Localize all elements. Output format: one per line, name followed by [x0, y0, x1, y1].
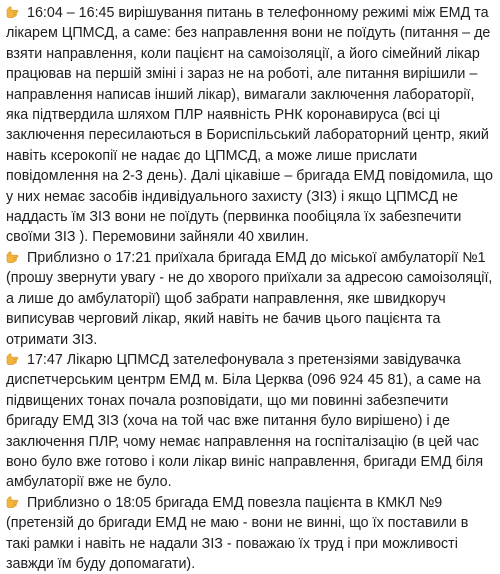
post-paragraph-1: [6, 3, 496, 248]
paragraph-text: 16:04 – 16:45 вирішування питань в телефонному режимі між ЕМД та лікарем ЦПМСД, а саме: без направлення вони не поїдуть (питання – де взяти направлення, коли пацієнт на самоізоляції, а його сімейний лікар працював на першій зміні і зараз не на роботі, але питання вирішили – направлення написав інший лікар), вимагали заключення лабораторії, яка підтвердила шляхом ПЛР наявність РНК коронавируса (всі ці заключення пересилаються в Бориспільський лабораторний центр, який навіть ксерокопії не надає до ЦПМСД, а може лише прислати повідомлення на 2-3 день). Далі цікавіше – бригада ЕМД повідомила, що у них немає засобів індивідуального захисту (ЗІЗ) і якщо ЦПМСД не наддасть їм ЗІЗ вони не поїдуть (первинка пообіцяла їх забезпечити своїми ЗІЗ ). Перемовини зайняли 40 хвилин.: [6, 5, 493, 246]
paragraph-text: Приблизно о 18:05 бригада ЕМД повезла пацієнта в КМКЛ №9 (претензій до бригади ЕМД не маю - вони не винні, що їх поставили в такі рамки і навіть не надали ЗІЗ - поважаю їх труд і при можливості завжди їм буду допомагати).: [6, 494, 469, 572]
backhand-index-pointing-right-icon: [6, 352, 22, 366]
post-paragraph-2: [6, 248, 496, 350]
backhand-index-pointing-right-icon: [6, 5, 22, 19]
post-text: [6, 3, 496, 574]
post-paragraph-4: [6, 493, 496, 574]
post-paragraph-3: [6, 350, 496, 493]
backhand-index-pointing-right-icon: [6, 495, 22, 509]
paragraph-text: 17:47 Лікарю ЦПМСД зателефонувала з претензіями завідувачка диспетчерським центрм ЕМД м. Біла Церква (096 924 45 81), а саме на підвищених тонах почала розповідати, що ми повинні забезпечити бригаду ЕМД ЗІЗ (хоча на той час вже питання було вирішено) і де заключення ПЛР, чому немає направлення на госпіталізацію (в цей час воно було вже готово і коли лікар виніс направлення, бригади ЕМД біля амбулаторії вже не було.: [6, 351, 484, 491]
paragraph-text: Приблизно о 17:21 приїхала бригада ЕМД до міської амбулаторії №1 (прошу звернути увагу - не до хворого приїхали за адресою самоізоляції, а лише до амбулаторії) щоб забрати направлення, яке швидкоруч виписував черговий лікар, який навіть не бачив цього пацієнта та отримати ЗІЗ.: [6, 249, 493, 348]
backhand-index-pointing-right-icon: [6, 250, 22, 264]
